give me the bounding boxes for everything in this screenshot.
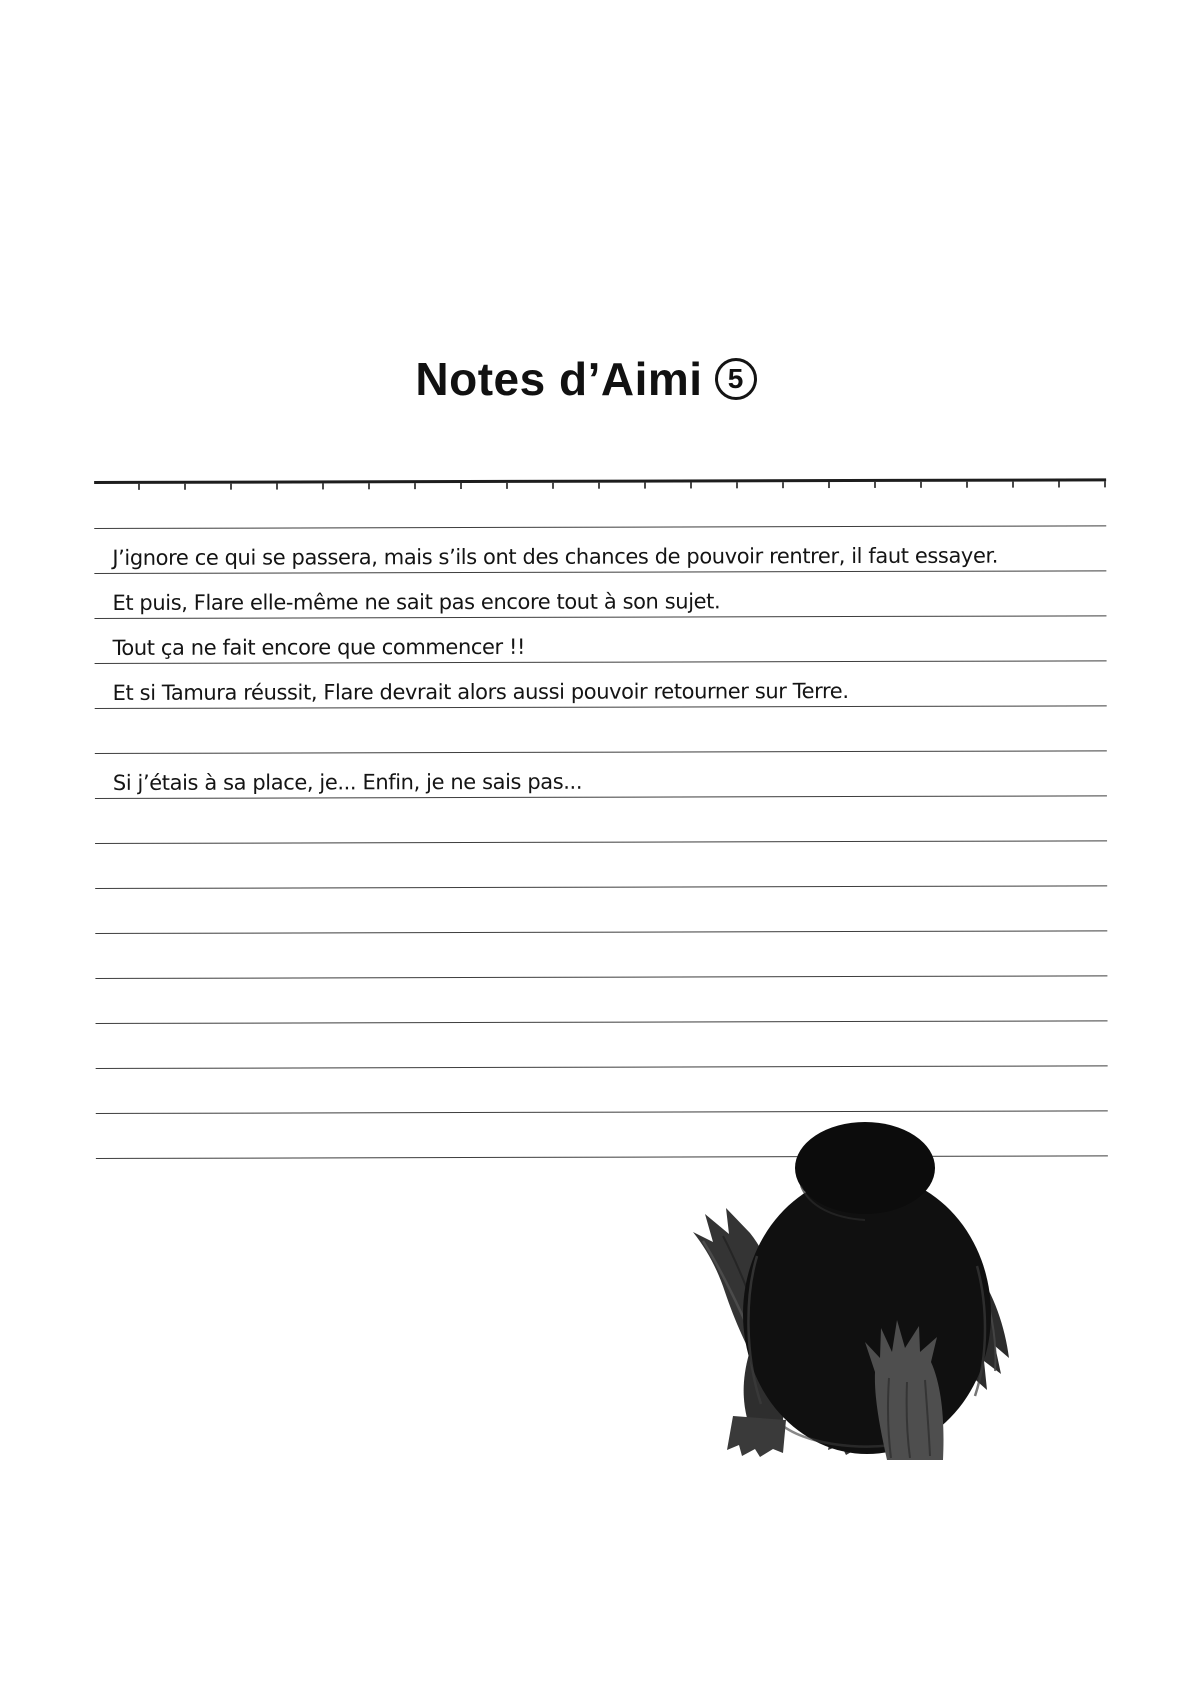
chapter-number: 5 bbox=[727, 363, 744, 394]
note-line-text: Et si Tamura réussit, Flare devrait alors aussi pouvoir retourner sur Terre. bbox=[112, 679, 849, 705]
page-title-text: Notes d’Aimi bbox=[415, 353, 703, 405]
note-line bbox=[94, 571, 1106, 619]
page-title bbox=[0, 352, 1186, 406]
note-line-text: Tout ça ne fait encore que commencer !! bbox=[112, 634, 526, 660]
note-line bbox=[95, 976, 1107, 1024]
note-line-text bbox=[95, 884, 113, 888]
note-line-text bbox=[96, 1154, 114, 1158]
note-line-text: Et puis, Flare elle-même ne sait pas encore tout à son sujet. bbox=[112, 589, 721, 615]
note-line-text bbox=[95, 749, 113, 753]
note-line-text bbox=[96, 1064, 114, 1068]
note-line bbox=[95, 841, 1107, 889]
note-line-text bbox=[95, 929, 113, 933]
note-line-text bbox=[95, 839, 113, 843]
note-line bbox=[95, 886, 1107, 934]
note-line bbox=[94, 616, 1106, 664]
circled-number-badge bbox=[715, 358, 757, 400]
note-line-text bbox=[96, 1109, 114, 1113]
note-line bbox=[95, 931, 1107, 979]
note-line bbox=[94, 526, 1106, 574]
note-line bbox=[95, 796, 1107, 844]
note-line bbox=[95, 751, 1107, 799]
creature-illustration bbox=[633, 1036, 1017, 1460]
note-line bbox=[95, 706, 1107, 754]
note-line bbox=[95, 661, 1107, 709]
note-line-text bbox=[94, 524, 112, 528]
note-line-text bbox=[96, 1019, 114, 1023]
note-line-text bbox=[95, 974, 113, 978]
note-line-text: J’ignore ce qui se passera, mais s’ils ont des chances de pouvoir rentrer, il faut essayer. bbox=[112, 543, 999, 570]
note-line-text: Si j’étais à sa place, je... Enfin, je ne sais pas... bbox=[112, 769, 583, 795]
